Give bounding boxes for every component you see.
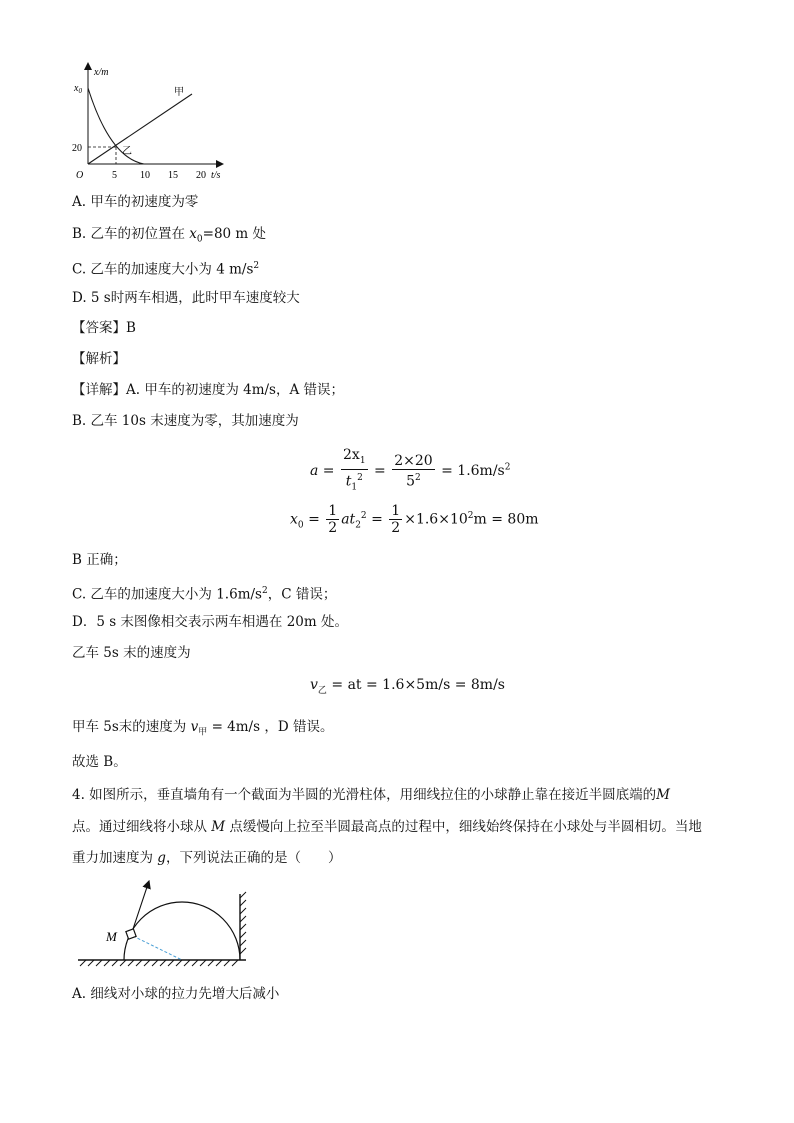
x-tick-5: 5 (112, 170, 117, 181)
semicircle (124, 902, 240, 960)
q4-option-a: A. 细线对小球的拉力先增大后减小 (72, 986, 280, 1002)
answer: 【答案】B (72, 320, 136, 336)
ground-hatching (80, 960, 238, 966)
ball-m-label: M (106, 929, 117, 944)
jia-speed: 甲车 5s末的速度为 $v_甲 = 4m/s$ ，D 错误。 (72, 719, 334, 738)
b-correct: B 正确； (72, 552, 127, 568)
semicircle-diagram (74, 872, 264, 972)
equation-initial-position: $x_0$ = $\frac{1}{2}$ $at_2^2$ = $\frac{1}{2}$ $\times 1.6\times 10^2m = 80m$ (290, 503, 539, 536)
analysis-title: 【解析】 (72, 351, 126, 367)
wall-hatching (240, 892, 246, 954)
origin-label: O (76, 170, 84, 181)
detail-c: C. 乙车的加速度大小为 $1.6m/s^2$，C 错误； (72, 586, 337, 603)
q4-line-1: 4. 如图所示，垂直墙角有一个截面为半圆的光滑柱体，用细线拉住的小球静止靠在接近半圆底端的M (72, 787, 670, 803)
x-tick-10: 10 (140, 170, 150, 181)
yi-speed-intro: 乙车 5s 末的速度为 (72, 645, 191, 661)
detail-b-intro: B. 乙车 10s 末速度为零，其加速度为 (72, 413, 299, 429)
y-tick-20: 20 (72, 143, 82, 154)
x-axis-label: t/s (211, 170, 221, 181)
option-c: C. 乙车的加速度大小为 4 $m/s^2$ (72, 261, 260, 278)
q4-line-2: 点。通过细线将小球从 M 点缓慢向上拉至半圆最高点的过程中，细线始终保持在小球处与半圆相切。当地 (72, 819, 702, 835)
x-tick-20: 20 (196, 170, 206, 181)
string-arrow (132, 884, 148, 932)
xt-graph (70, 58, 230, 183)
x0-label: $x_0$ (74, 83, 82, 95)
y-axis-label: x/m (94, 67, 109, 78)
option-d: D. 5 s时两车相遇，此时甲车速度较大 (72, 290, 300, 306)
equation-acceleration: a = $\frac{2x_1}{t_1^2}$ = $\frac{2\times 20}{5^2}$ = $1.6m/s^2$ (310, 447, 511, 493)
line-jia (88, 94, 192, 164)
dashed-radius (133, 936, 182, 960)
option-a: A. 甲车的初速度为零 (72, 194, 199, 210)
choose: 故选 B。 (72, 754, 127, 770)
curve-yi-label: 乙 (122, 146, 132, 157)
x-tick-15: 15 (168, 170, 178, 181)
line-jia-label: 甲 (174, 87, 184, 98)
ball-m (126, 929, 136, 939)
detail-a: 【详解】A. 甲车的初速度为 4m/s，A 错误； (72, 382, 345, 398)
detail-d: D．5 s 末图像相交表示两车相遇在 20m 处。 (72, 614, 348, 630)
equation-yi-speed: $v_乙$ = at = 1.6×5m/s = 8m/s (310, 677, 505, 696)
q4-line-3: 重力加速度为 g，下列说法正确的是（ ） (72, 850, 342, 866)
option-b: B. 乙车的初位置在 $x_0=80$ m 处 (72, 226, 267, 245)
